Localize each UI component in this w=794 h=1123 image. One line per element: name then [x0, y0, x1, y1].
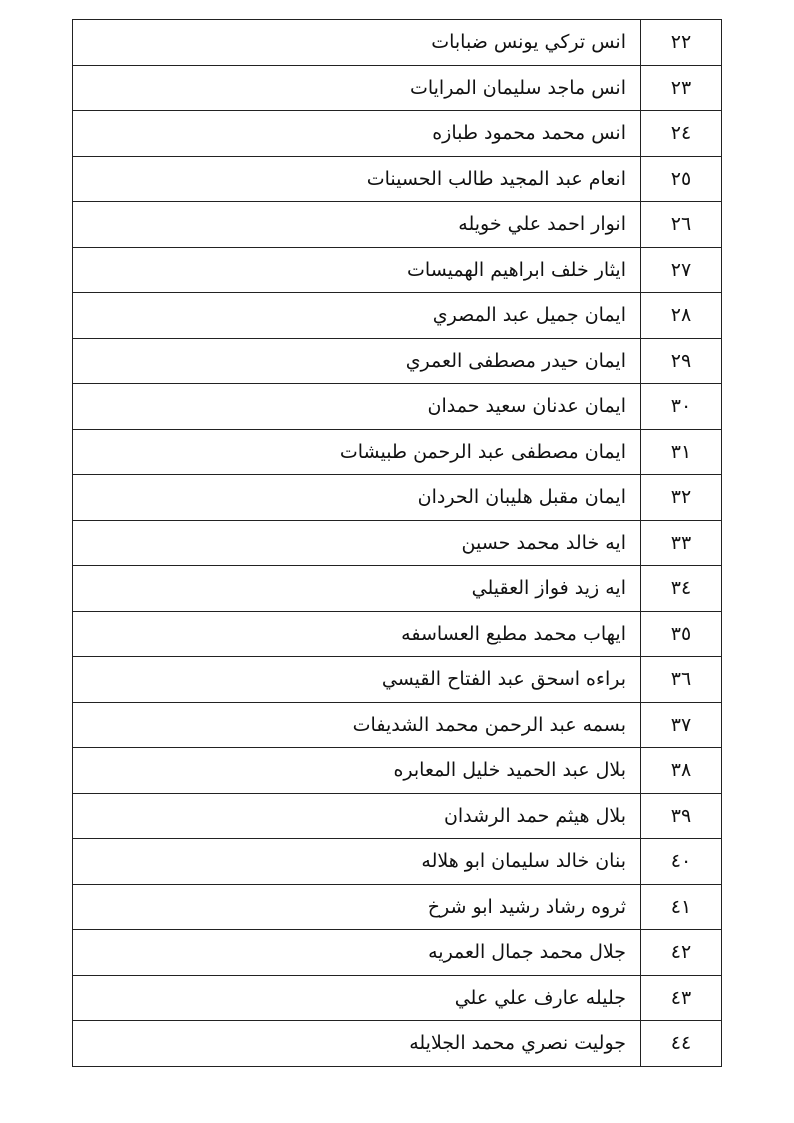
row-number: ٤٤ [641, 1021, 722, 1067]
table-row [73, 65, 722, 111]
names-table [72, 19, 722, 1067]
table-row [73, 520, 722, 566]
student-name: بسمه عبد الرحمن محمد الشديفات [73, 702, 641, 748]
row-number: ٢٧ [641, 247, 722, 293]
table-row [73, 702, 722, 748]
student-name: جوليت نصري محمد الجلايله [73, 1021, 641, 1067]
row-number: ٤١ [641, 884, 722, 930]
student-name: ثروه رشاد رشيد ابو شرخ [73, 884, 641, 930]
student-name: ايمان حيدر مصطفى العمري [73, 338, 641, 384]
student-name: ايه خالد محمد حسين [73, 520, 641, 566]
student-name: ايمان عدنان سعيد حمدان [73, 384, 641, 430]
student-name: ايهاب محمد مطيع العساسفه [73, 611, 641, 657]
row-number: ٤٠ [641, 839, 722, 885]
student-name: انعام عبد المجيد طالب الحسينات [73, 156, 641, 202]
row-number: ٢٢ [641, 20, 722, 66]
student-name: انس ماجد سليمان المرايات [73, 65, 641, 111]
student-name: ايثار خلف ابراهيم الهميسات [73, 247, 641, 293]
row-number: ٢٩ [641, 338, 722, 384]
student-name: جليله عارف علي علي [73, 975, 641, 1021]
row-number: ٣٧ [641, 702, 722, 748]
student-name: بنان خالد سليمان ابو هلاله [73, 839, 641, 885]
table-row [73, 839, 722, 885]
row-number: ٢٣ [641, 65, 722, 111]
row-number: ٢٦ [641, 202, 722, 248]
names-table-body [73, 20, 722, 1067]
table-row [73, 111, 722, 157]
student-name: براءه اسحق عبد الفتاح القيسي [73, 657, 641, 703]
row-number: ٣٠ [641, 384, 722, 430]
row-number: ٣٣ [641, 520, 722, 566]
row-number: ٣٩ [641, 793, 722, 839]
table-row [73, 566, 722, 612]
student-name: ايمان مصطفى عبد الرحمن طبيشات [73, 429, 641, 475]
row-number: ٣٨ [641, 748, 722, 794]
student-name: جلال محمد جمال العمريه [73, 930, 641, 976]
row-number: ٢٨ [641, 293, 722, 339]
student-name: ايه زيد فواز العقيلي [73, 566, 641, 612]
table-row [73, 384, 722, 430]
table-row [73, 657, 722, 703]
table-row [73, 156, 722, 202]
row-number: ٤٣ [641, 975, 722, 1021]
table-row [73, 611, 722, 657]
student-name: بلال هيثم حمد الرشدان [73, 793, 641, 839]
table-row [73, 930, 722, 976]
table-row [73, 293, 722, 339]
student-name: بلال عبد الحميد خليل المعابره [73, 748, 641, 794]
row-number: ٣٦ [641, 657, 722, 703]
row-number: ٤٢ [641, 930, 722, 976]
student-name: انوار احمد علي خويله [73, 202, 641, 248]
table-row [73, 338, 722, 384]
row-number: ٣٥ [641, 611, 722, 657]
table-row [73, 429, 722, 475]
table-row [73, 793, 722, 839]
student-name: انس محمد محمود طبازه [73, 111, 641, 157]
table-row [73, 748, 722, 794]
table-row [73, 884, 722, 930]
student-name: ايمان جميل عبد المصري [73, 293, 641, 339]
table-row [73, 20, 722, 66]
student-name: انس تركي يونس ضبابات [73, 20, 641, 66]
table-row [73, 975, 722, 1021]
table-row [73, 475, 722, 521]
table-row [73, 1021, 722, 1067]
row-number: ٢٤ [641, 111, 722, 157]
table-row [73, 247, 722, 293]
row-number: ٣٤ [641, 566, 722, 612]
row-number: ٣١ [641, 429, 722, 475]
student-name: ايمان مقبل هليبان الحردان [73, 475, 641, 521]
row-number: ٣٢ [641, 475, 722, 521]
table-row [73, 202, 722, 248]
document-page [72, 19, 722, 1067]
row-number: ٢٥ [641, 156, 722, 202]
